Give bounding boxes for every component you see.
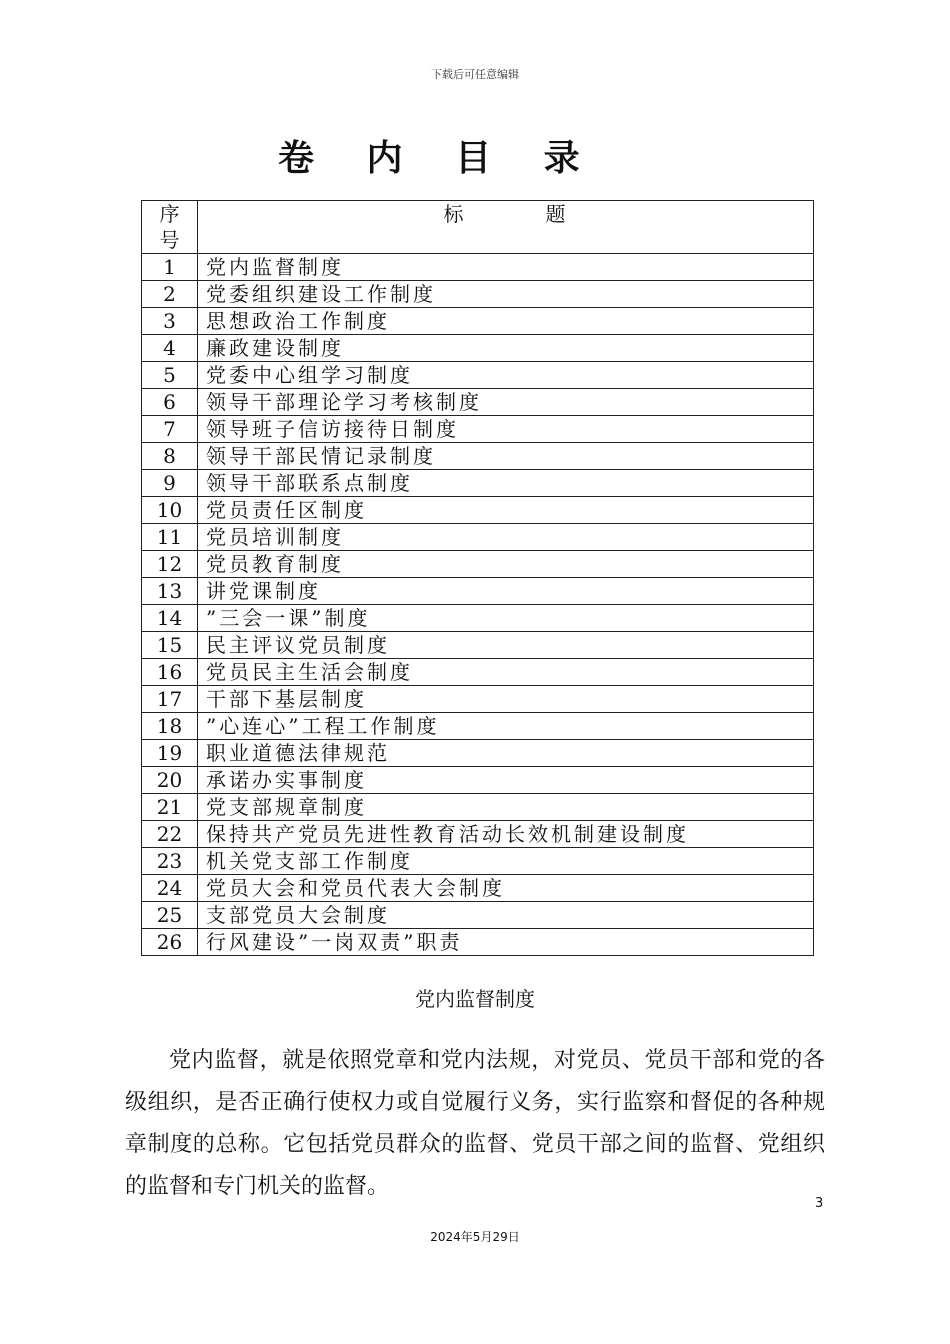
row-title: ”三会一课”制度 [198,605,814,632]
table-row [142,767,814,794]
row-number: 7 [142,416,198,443]
row-number: 19 [142,740,198,767]
table-row [142,713,814,740]
body-paragraph: 党内监督，就是依照党章和党内法规，对党员、党员干部和党的各级组织，是否正确行使权力或自觉履行义务，实行监察和督促的各种规章制度的总称。它包括党员群众的监督、党员干部之间的监督、党组织的监督和专门机关的监督。 [125,1048,825,1199]
row-title: 党员责任区制度 [198,497,814,524]
row-title: 思想政治工作制度 [198,308,814,335]
row-number: 9 [142,470,198,497]
table-row [142,659,814,686]
column-header-number-line-2: 号 [159,228,180,252]
table-row [142,551,814,578]
row-title: 行风建设”一岗双责”职责 [198,929,814,956]
row-title: 党委中心组学习制度 [198,362,814,389]
table-of-contents [141,200,814,956]
row-number: 8 [142,443,198,470]
table-row [142,578,814,605]
table-row [142,605,814,632]
row-number: 23 [142,848,198,875]
table-row [142,902,814,929]
row-number: 22 [142,821,198,848]
row-title: 领导干部联系点制度 [198,470,814,497]
row-title: 职业道德法律规范 [198,740,814,767]
row-title: 保持共产党员先进性教育活动长效机制建设制度 [198,821,814,848]
row-title: 民主评议党员制度 [198,632,814,659]
row-title: 承诺办实事制度 [198,767,814,794]
table-row [142,524,814,551]
table-row [142,929,814,956]
row-number: 20 [142,767,198,794]
page-number: 3 [815,1196,824,1211]
table-row [142,875,814,902]
table-row [142,281,814,308]
row-number: 24 [142,875,198,902]
table-row [142,308,814,335]
row-title: 支部党员大会制度 [198,902,814,929]
row-title: 讲党课制度 [198,578,814,605]
row-title: 党委组织建设工作制度 [198,281,814,308]
row-number: 21 [142,794,198,821]
row-title: 党支部规章制度 [198,794,814,821]
document-title: 卷 内 目 录 [278,138,600,179]
row-title: 党员教育制度 [198,551,814,578]
column-header-number-line-1: 序 [159,202,180,226]
row-number: 25 [142,902,198,929]
row-title: 领导干部民情记录制度 [198,443,814,470]
table-row [142,848,814,875]
row-title: 机关党支部工作制度 [198,848,814,875]
row-number: 16 [142,659,198,686]
table-row [142,416,814,443]
column-header-title [198,201,814,254]
table-row [142,470,814,497]
row-title: 干部下基层制度 [198,686,814,713]
row-number: 18 [142,713,198,740]
table-row [142,254,814,281]
row-number: 12 [142,551,198,578]
row-title: 党员培训制度 [198,524,814,551]
row-title: 党员大会和党员代表大会制度 [198,875,814,902]
table-row [142,497,814,524]
row-number: 2 [142,281,198,308]
column-header-title-right: 题 [545,202,568,226]
row-number: 17 [142,686,198,713]
row-number: 5 [142,362,198,389]
row-number: 26 [142,929,198,956]
row-title: 党员民主生活会制度 [198,659,814,686]
row-number: 15 [142,632,198,659]
table-row [142,335,814,362]
header-note: 下载后可任意编辑 [431,68,519,81]
table-row [142,686,814,713]
table-row [142,794,814,821]
row-title: 领导干部理论学习考核制度 [198,389,814,416]
column-header-number [142,201,198,254]
table-row [142,821,814,848]
footer-date: 2024年5月29日 [430,1230,520,1244]
row-number: 6 [142,389,198,416]
row-number: 3 [142,308,198,335]
table-header-row [142,201,814,254]
row-number: 14 [142,605,198,632]
table-row [142,389,814,416]
table-row [142,632,814,659]
row-title: 党内监督制度 [198,254,814,281]
table-row [142,362,814,389]
row-title: ”心连心”工程工作制度 [198,713,814,740]
row-title: 领导班子信访接待日制度 [198,416,814,443]
table-row [142,443,814,470]
row-number: 10 [142,497,198,524]
table-row [142,740,814,767]
row-number: 4 [142,335,198,362]
section-heading: 党内监督制度 [415,987,535,1011]
row-title: 廉政建设制度 [198,335,814,362]
row-number: 13 [142,578,198,605]
table-body [142,254,814,956]
row-number: 1 [142,254,198,281]
column-header-title-left: 标 [443,202,466,226]
row-number: 11 [142,524,198,551]
